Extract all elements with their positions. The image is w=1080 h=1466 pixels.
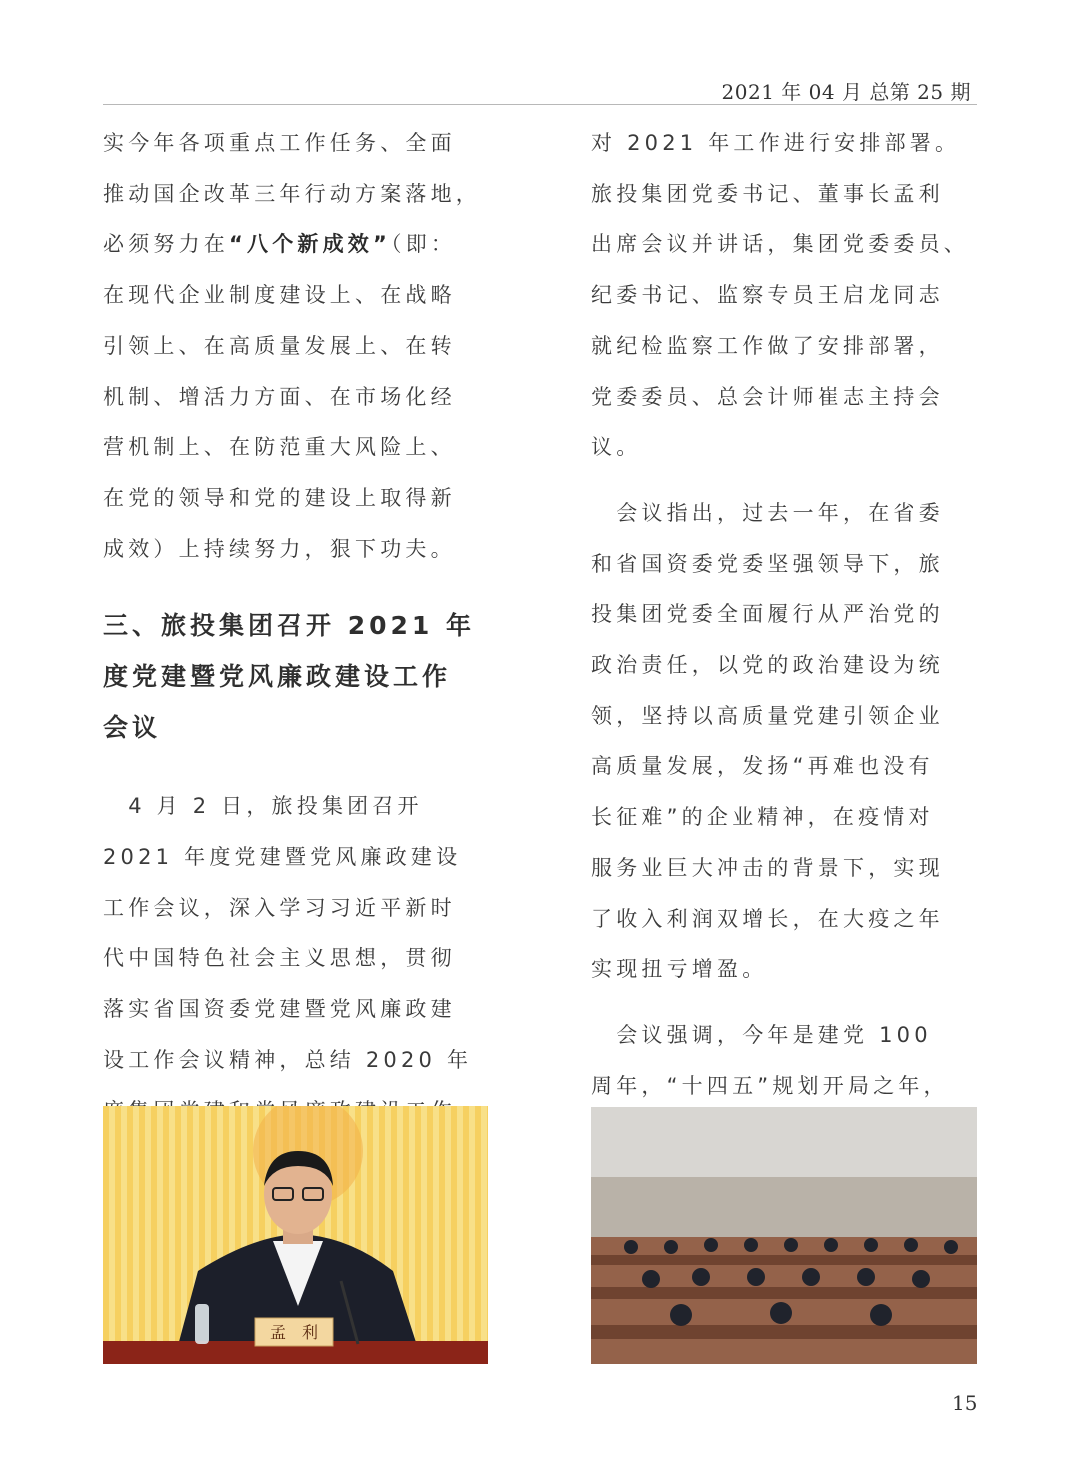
text-line: 党委委员、总会计师崔志主持会 — [591, 384, 944, 409]
text-line: 实今年各项重点工作任务、全面 — [103, 131, 456, 155]
text-line: 在党的领导和党的建设上取得新 — [103, 485, 456, 510]
text-line: 周年，“十四五”规划开局之年， — [591, 1073, 949, 1098]
text-line: 实现扭亏增盈。 — [591, 957, 768, 982]
text-line — [103, 219, 489, 270]
text-line: 出席会议并讲话，集团党委委员、 — [591, 232, 969, 257]
text-line: 投集团党委全面履行从严治党的 — [591, 602, 944, 627]
text-line: 推动国企改革三年行动方案落地， — [103, 181, 481, 206]
text-line: 落实省国资委党建暨党风廉政建 — [103, 997, 456, 1022]
text-line: 领，坚持以高质量党建引领企业 — [591, 703, 944, 728]
speaker-illustration — [103, 1106, 488, 1364]
section-heading — [103, 600, 489, 753]
left-column — [103, 118, 489, 1136]
paragraph-gap — [591, 995, 977, 1010]
text-line: 4 月 2 日，旅投集团召开 — [103, 794, 423, 819]
text-line: 和省国资委党委坚强领导下，旅 — [591, 551, 944, 576]
text-line: 对 2021 年工作进行安排部署。 — [591, 131, 961, 155]
page-header — [103, 74, 977, 105]
text-line: 就纪检监察工作做了安排部署， — [591, 333, 944, 358]
paragraph-gap — [591, 473, 977, 488]
text-line: 机制、增活力方面、在市场化经 — [103, 384, 456, 409]
desk-row — [591, 1255, 977, 1265]
water-bottle — [195, 1304, 209, 1344]
text-line: 了收入利润双增长，在大疫之年 — [591, 906, 944, 931]
text-fragment: （即： — [391, 232, 457, 257]
text-line: 长征难”的企业精神，在疫情对 — [591, 805, 934, 830]
text-line: 引领上、在高质量发展上、在转 — [103, 333, 456, 358]
heading-line: 三、旅投集团召开 2021 年 — [103, 611, 475, 641]
text-line: 营机制上、在防范重大风险上、 — [103, 435, 456, 460]
speaker-photo — [103, 1106, 488, 1364]
paragraph — [591, 118, 977, 473]
paragraph — [103, 118, 489, 574]
paragraph — [103, 781, 489, 1136]
text-fragment: 必须努力在 — [103, 232, 229, 257]
desk-row — [591, 1325, 977, 1339]
text-line: 纪委书记、监察专员王启龙同志 — [591, 283, 944, 308]
text-line: 议。 — [591, 435, 642, 460]
name-card-text: 孟 利 — [269, 1323, 319, 1342]
text-line: 成效）上持续努力，狠下功夫。 — [103, 536, 456, 561]
text-line: 在现代企业制度建设上、在战略 — [103, 283, 456, 308]
text-line: 会议指出，过去一年，在省委 — [591, 500, 944, 525]
text-line: 服务业巨大冲击的背景下，实现 — [591, 855, 944, 880]
text-line: 工作会议，深入学习习近平新时 — [103, 895, 456, 920]
hall-ceiling — [591, 1107, 977, 1177]
issue-label: 2021 年 04 月 总第 25 期 — [721, 80, 971, 104]
text-line: 旅投集团党委书记、董事长孟利 — [591, 181, 944, 206]
heading-line: 会议 — [103, 713, 162, 743]
desk-row — [591, 1287, 977, 1299]
right-column — [591, 118, 977, 1111]
hall-wall — [591, 1177, 977, 1237]
meeting-hall-illustration — [591, 1107, 977, 1364]
text-line: 2021 年度党建暨党风廉政建设 — [103, 845, 462, 870]
page-number: 15 — [952, 1391, 978, 1415]
text-line: 高质量发展，发扬“再难也没有 — [591, 754, 934, 779]
paragraph — [591, 488, 977, 995]
text-line: 政治责任，以党的政治建设为统 — [591, 653, 944, 678]
bold-phrase: “八个新成效” — [229, 232, 392, 257]
heading-line: 度党建暨党风廉政建设工作 — [103, 662, 452, 692]
text-line: 会议强调，今年是建党 100 — [591, 1022, 932, 1047]
meeting-hall-photo — [591, 1107, 977, 1364]
text-line: 设工作会议精神，总结 2020 年 — [103, 1047, 473, 1072]
text-line: 代中国特色社会主义思想，贯彻 — [103, 946, 456, 971]
paragraph — [591, 1010, 977, 1111]
